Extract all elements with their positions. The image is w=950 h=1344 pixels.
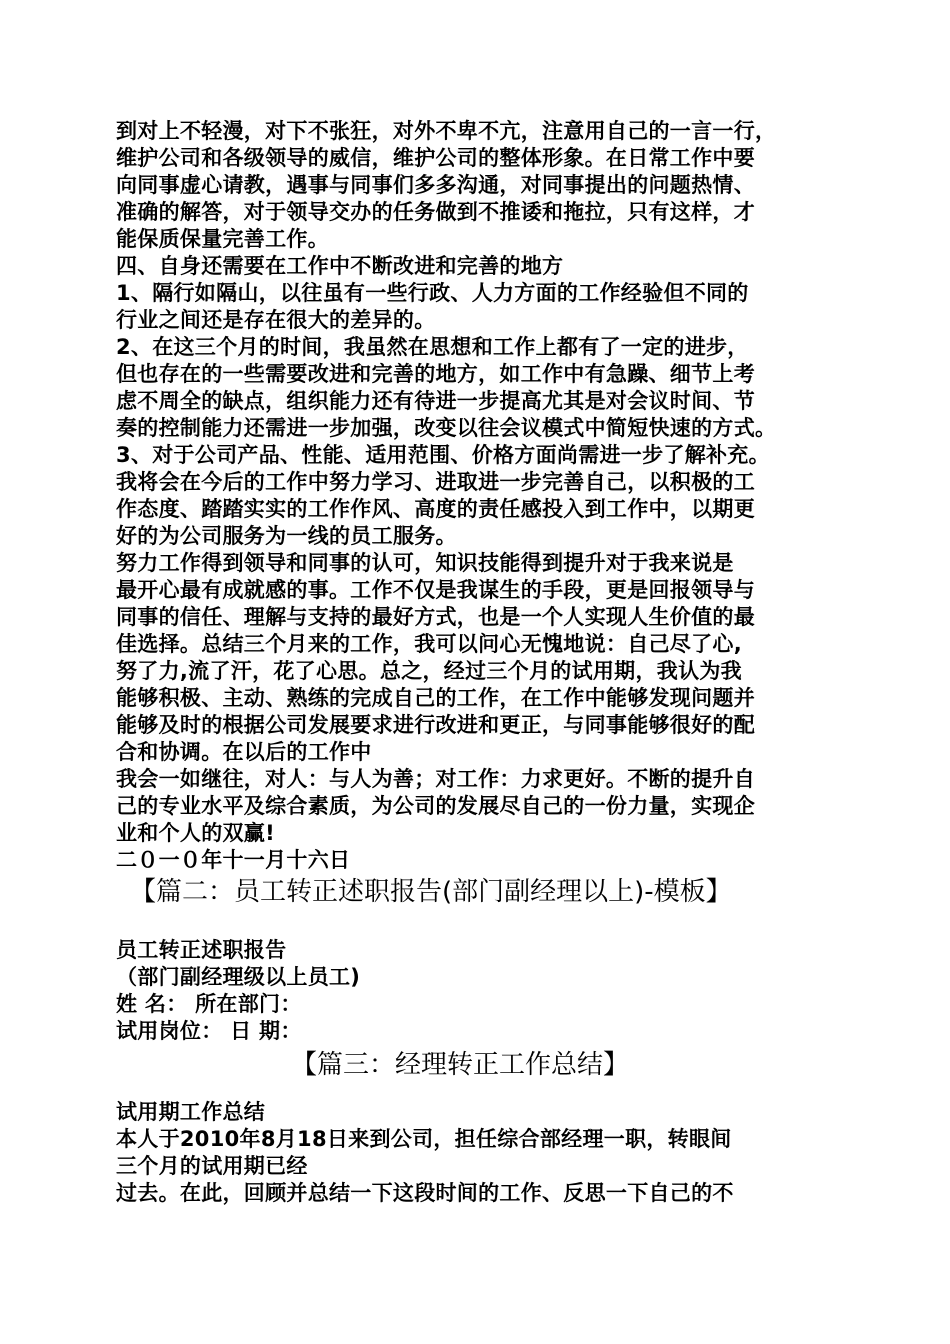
list-item-2: 2、在这三个月的时间，我虽然在思想和工作上都有了一定的进步， 但也存在的一些需要改进和完善的地方，如工作中有急躁、细节上考 虑不周全的缺点，组织能力还有待进一步提高尤其是对会议时间、节 奏的控制能力还需进一步加强，改变以往会议模式中简短快速的方式。 [116,335,777,440]
post-date-line: 试用岗位： 日 期： [116,1019,302,1043]
section-two-title: 【篇二：员工转正述职报告(部门副经理以上)-模板】 [130,877,732,907]
list-item-1: 1、隔行如隔山，以往虽有一些行政、人力方面的工作经验但不同的 行业之间还是存在很大的差异的。 [116,281,749,332]
summary-line-1: 本人于2010年8月18日来到公司，担任综合部经理一职，转眼间 三个月的试用期已经 [116,1127,732,1178]
report-title: 员工转正述职报告 [116,938,287,962]
summary-line-2: 过去。在此，回顾并总结一下这段时间的工作、反思一下自己的不 [116,1181,734,1205]
paragraph-conduct: 到对上不轻漫，对下不张狂，对外不卑不亢，注意用自己的一言一行， 维护公司和各级领导的威信，维护公司的整体形象。在日常工作中要 向同事虚心请教，遇事与同事们多多沟通，对同事提出的问题热情、 准确的解答，对于领导交办的任务做到不推诿和拖拉，只有这样，才 能保质保量完善工作。 [116,119,777,251]
paragraph-commitment: 我会一如继往，对人：与人为善；对工作：力求更好。不断的提升自 己的专业水平及综合素质，为公司的发展尽自己的一份力量，实现企 业和个人的双赢! [116,767,755,845]
heading-section-four: 四、自身还需要在工作中不断改进和完善的地方 [116,254,564,278]
report-subtitle: （部门副经理级以上员工) [116,965,361,989]
section-three-title: 【篇三：经理转正工作总结】 [291,1050,630,1080]
document-date: 二０一０年十一月十六日 [116,848,351,872]
list-item-3: 3、对于公司产品、性能、适用范围、价格方面尚需进一步了解补充。 我将会在今后的工作中努力学习、进取进一步完善自己，以积极的工 作态度、踏踏实实的工作作风、高度的责任感投入到工作中，以期更 好的为公司服务为一线的员工服务。 [116,443,770,548]
paragraph-summary: 努力工作得到领导和同事的认可，知识技能得到提升对于我来说是 最开心最有成就感的事。工作不仅是我谋生的手段，更是回报领导与 同事的信任、理解与支持的最好方式，也是一个人实现人生价值的最 佳选择。总结三个月来的工作，我可以问心无愧地说：自己尽了心, 努了力,流了汗，花了心思。总之，经过三个月的试用期，我认为我 能够积极、主动、熟练的完成自己的工作，在工作中能够发现问题并 能够及时的根据公司发展要求进行改进和更正，与同事能够很好的配 合和协调。在以后的工作中 [116,551,755,764]
name-department-line: 姓 名： 所在部门： [116,992,302,1016]
summary-title: 试用期工作总结 [116,1100,266,1124]
